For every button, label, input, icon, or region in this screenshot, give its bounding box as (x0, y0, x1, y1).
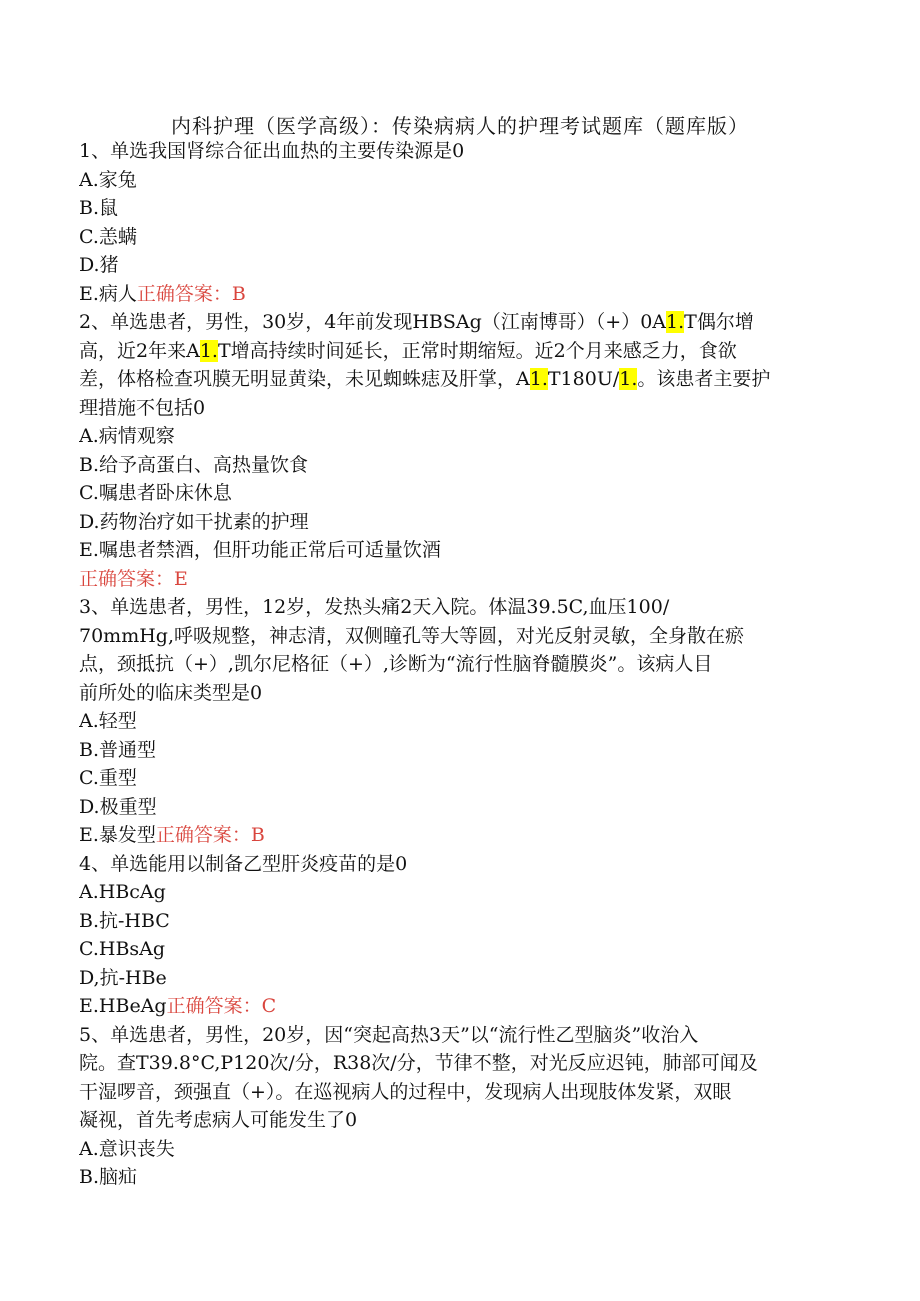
question-2-option-a: A.病情观察 (79, 425, 175, 447)
question-4-option-e: E.HBeAg (79, 995, 167, 1017)
question-4-option-d: D,抗-HBe (79, 966, 167, 989)
question-2-stem-line-4: 理措施不包括0 (79, 396, 206, 419)
question-1-option-b: B.鼠 (79, 197, 119, 219)
question-1-option-d: D.猪 (79, 254, 119, 276)
question-2-option-e: E.嘱患者禁酒，但肝功能正常后可适量饮酒 (79, 539, 441, 561)
question-4-answer: 正确答案：C (166, 995, 277, 1017)
question-4-option-b: B.抗-HBC (79, 909, 170, 932)
question-4-option-c: C.HBsAg (79, 938, 166, 960)
question-2-stem-line-1 (79, 308, 849, 337)
question-2-option-b: B.给予高蛋白、高热量饮食 (79, 453, 309, 476)
question-4-option-e-row (79, 992, 849, 1021)
question-3-stem-line-1: 3、单选患者，男性，12岁，发热头痛2天入院。体温39.5C,血压100/ (79, 596, 670, 618)
stem-text: T增高持续时间延长，正常时期缩短。近2个月来感乏力，食欲 (217, 339, 737, 362)
question-1-option-e-row (79, 280, 849, 309)
highlight-mark: 1. (199, 339, 218, 362)
question-3-option-e-row (79, 821, 849, 850)
question-1-option-e: E.病人 (79, 282, 137, 305)
question-4-stem: 4、单选能用以制备乙型肝炎疫苗的是0 (79, 852, 408, 875)
question-list (79, 137, 849, 1192)
stem-text: 差，体格检查巩膜无明显黄染，未见蜘蛛痣及肝掌，A (79, 368, 530, 390)
question-1-answer: 正确答案：B (136, 282, 246, 305)
question-5-stem-line-3: 干湿啰音，颈强直（+）。在巡视病人的过程中，发现病人出现肢体发紧，双眼 (79, 1080, 732, 1103)
question-2-stem-line-2 (79, 337, 849, 366)
question-5-stem-line-4: 凝视，首先考虑病人可能发生了0 (79, 1109, 358, 1131)
question-3-option-e: E.暴发型 (79, 824, 156, 846)
stem-text: T180U/ (547, 368, 620, 390)
highlight-mark: 1. (619, 368, 638, 390)
highlight-mark: 1. (529, 368, 548, 390)
question-3-option-c: C.重型 (79, 767, 137, 789)
question-5-stem-line-1: 5、单选患者，男性，20岁，因“突起高热3天”以“流行性乙型脑炎”收治入 (79, 1023, 699, 1046)
highlight-mark: 1. (666, 311, 685, 333)
question-3-option-d: D.极重型 (79, 795, 157, 818)
question-1-option-c: C.恙螨 (79, 225, 137, 248)
stem-text: 2、单选患者，男性，30岁，4年前发现HBSAg（江南博哥）（+）0A (79, 311, 667, 333)
question-3-option-b: B.普通型 (79, 738, 157, 761)
question-5-stem-line-2: 院。查T39.8°C,P120次/分，R38次/分，节律不整，对光反应迟钝，肺部可闻及 (79, 1052, 758, 1074)
stem-text: 。该患者主要护 (637, 368, 771, 390)
question-3-stem-line-2: 70mmHg,呼吸规整，神志清，双侧瞳孔等大等圆，对光反射灵敏，全身散在瘀 (79, 624, 744, 647)
question-3-stem-line-3: 点，颈抵抗（+）,凯尔尼格征（+）,诊断为“流行性脑脊髓膜炎”。该病人目 (79, 653, 713, 675)
question-3-option-a: A.轻型 (79, 710, 137, 732)
question-4-option-a: A.HBcAg (79, 881, 166, 903)
question-2-answer: 正确答案：E (79, 567, 188, 590)
question-5-option-b: B.脑疝 (79, 1166, 138, 1188)
stem-text: 高，近2年来A (79, 339, 200, 362)
document-title: 内科护理（医学高级）：传染病病人的护理考试题库（题库版） (171, 114, 749, 138)
question-1-stem: 1、单选我国肾综合征出血热的主要传染源是0 (79, 140, 465, 162)
question-3-answer: 正确答案：B (155, 824, 265, 846)
stem-text: T偶尔增 (684, 311, 754, 333)
question-3-stem-line-4: 前所处的临床类型是0 (79, 681, 263, 704)
question-2-option-c: C.嘱患者卧床休息 (79, 482, 232, 504)
question-1-option-a: A.家兔 (79, 168, 137, 191)
question-2-option-d: D.药物治疗如干扰素的护理 (79, 510, 309, 533)
question-5-option-a: A.意识丧失 (79, 1137, 175, 1160)
question-2-stem-line-3 (79, 365, 849, 394)
